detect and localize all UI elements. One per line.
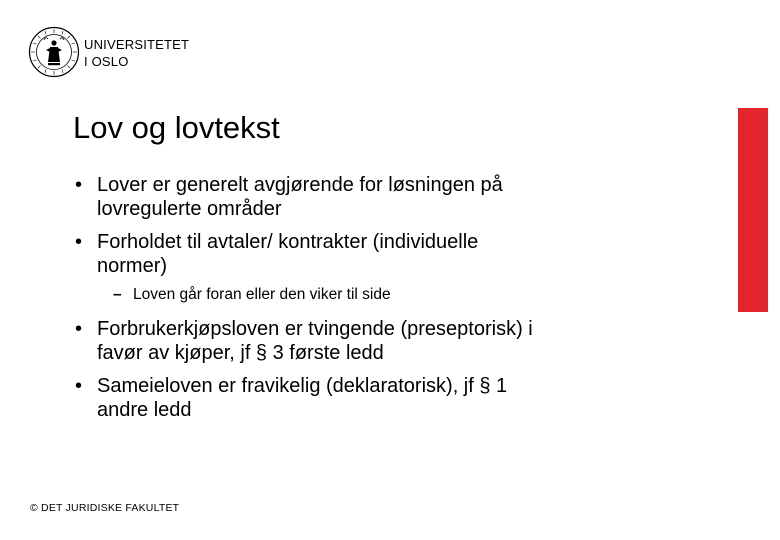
bullet-marker: •: [75, 375, 83, 397]
bullet-text-line: Lover er generelt avgjørende for løsningen på: [97, 174, 503, 196]
bullet-marker: •: [75, 231, 83, 253]
sub-bullet-item: [75, 285, 675, 305]
bullet-text-line: normer): [97, 255, 168, 277]
university-name: [84, 36, 189, 70]
bullet-text-line: andre ledd: [97, 399, 192, 421]
slide-title: Lov og lovtekst: [73, 110, 280, 145]
red-accent-bar: [738, 108, 768, 312]
bullet-item: [75, 173, 675, 221]
bullet-item: [75, 317, 675, 365]
bullet-text-line: lovregulerte områder: [97, 198, 282, 220]
sub-bullet-marker: –: [113, 286, 122, 303]
bullet-item: [75, 230, 675, 278]
bullet-text-line: favør av kjøper, jf § 3 første ledd: [97, 342, 384, 364]
sub-bullet-text: Loven går foran eller den viker til side: [133, 286, 391, 303]
bullet-marker: •: [75, 318, 83, 340]
bullet-marker: •: [75, 174, 83, 196]
university-name-line1: UNIVERSITETET: [84, 37, 190, 52]
bullet-item: [75, 374, 675, 422]
bullet-text-line: Forholdet til avtaler/ kontrakter (individuelle: [97, 231, 479, 253]
footer-copyright: © DET JURIDISKE FAKULTET: [30, 502, 180, 514]
slide-body: [75, 173, 675, 431]
bullet-text-line: Forbrukerkjøpsloven er tvingende (preseptorisk) i: [97, 318, 533, 340]
university-seal-icon: [28, 26, 80, 78]
bullet-text-line: Sameieloven er fravikelig (deklaratorisk), jf § 1: [97, 375, 508, 397]
university-name-line2: I OSLO: [84, 54, 129, 69]
